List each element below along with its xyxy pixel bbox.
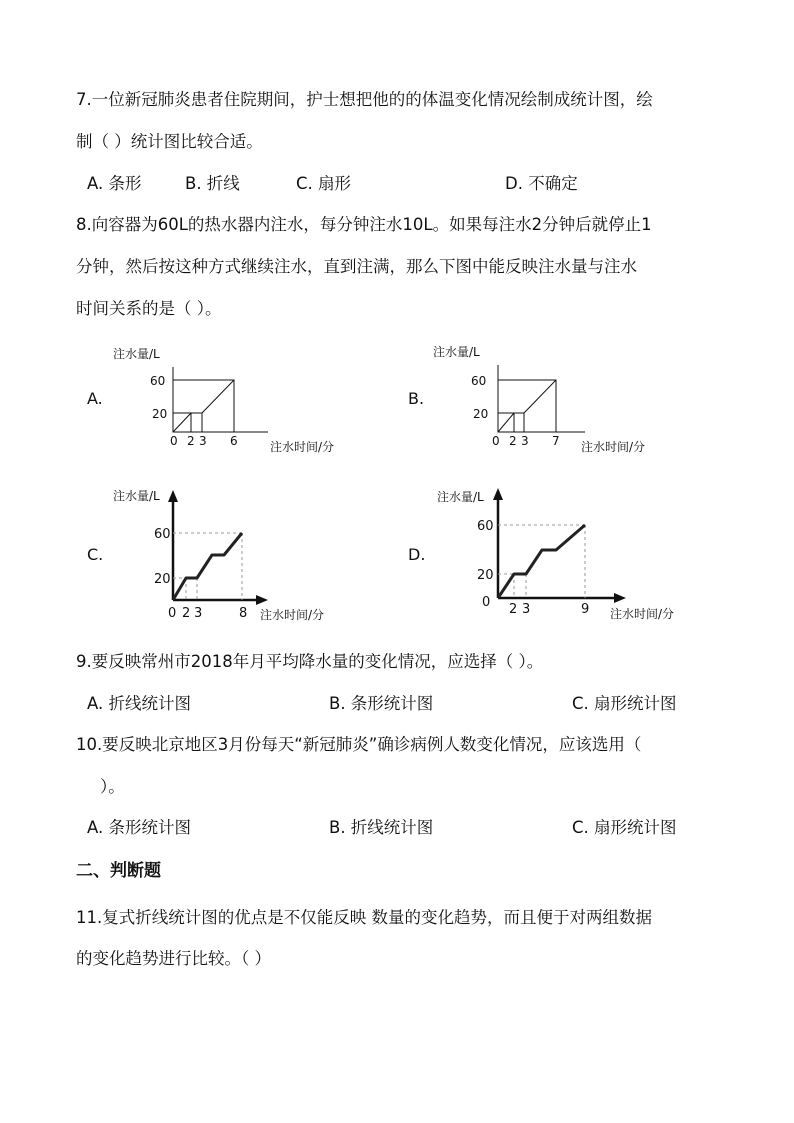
graph-a-xtick-end: 6	[230, 434, 238, 448]
graph-d-xtick-2: 2	[509, 602, 518, 617]
q7-option-b: B. 折线	[185, 174, 240, 193]
graph-d-water-line	[498, 525, 585, 598]
q7-line-1: 7.一位新冠肺炎患者住院期间，护士想把他的的体温变化情况绘制成统计图，绘	[76, 90, 653, 109]
graph-c-ytick-60: 60	[154, 527, 171, 542]
graph-a-xtick-2: 2	[187, 434, 195, 448]
graph-a-ylabel: 注水量/L	[113, 347, 160, 361]
q10-option-b: B. 折线统计图	[329, 818, 434, 837]
graph-d-x-arrow	[614, 593, 626, 603]
graph-a-xtick-3: 3	[199, 434, 207, 448]
graph-c-label: C.	[87, 545, 104, 564]
graph-a-line-2	[202, 380, 234, 413]
graph-c-x-arrow	[256, 595, 268, 605]
graph-c-xtick-end: 8	[239, 606, 248, 621]
graph-b-ytick-20: 20	[473, 407, 489, 421]
q10-option-c: C. 扇形统计图	[572, 818, 677, 837]
graph-c-xtick-2: 2	[182, 606, 191, 621]
graph-d-xtick-0: 0	[482, 595, 491, 610]
graph-a	[100, 335, 360, 465]
graph-c-water-line	[173, 533, 242, 600]
graph-c-xlabel: 注水时间/分	[260, 608, 325, 622]
q11-line-2: 的变化趋势进行比较。（ ）	[76, 949, 271, 968]
graph-c-ytick-20: 20	[154, 572, 171, 587]
graph-d-ytick-60: 60	[477, 519, 494, 534]
graph-d-label: D.	[408, 545, 426, 564]
graph-a-xlabel: 注水时间/分	[270, 440, 335, 454]
graph-c-xtick-3: 3	[194, 606, 203, 621]
q8-line-1: 8.向容器为60L的热水器内注水，每分钟注水10L。如果每注水2分钟后就停止1	[76, 215, 652, 234]
q10-line-2: ）。	[100, 777, 125, 796]
graph-b	[420, 335, 680, 465]
graph-b-xlabel: 注水时间/分	[581, 440, 646, 454]
graph-b-line-2	[524, 380, 556, 413]
q7-option-d: D. 不确定	[505, 174, 578, 193]
q8-line-2: 分钟，然后按这种方式继续注水，直到注满，那么下图中能反映注水量与注水	[76, 257, 637, 276]
graph-a-line-1	[173, 413, 191, 432]
graph-b-ytick-60: 60	[471, 374, 487, 388]
graph-c-xtick-0: 0	[168, 606, 177, 621]
q9-option-c: C. 扇形统计图	[572, 694, 677, 713]
graph-c-ylabel: 注水量/L	[113, 489, 160, 503]
graph-a-xtick-0: 0	[170, 434, 178, 448]
graph-c	[100, 480, 370, 630]
graph-d	[420, 480, 690, 630]
graph-a-ytick-20: 20	[152, 407, 168, 421]
q9-line-1: 9.要反映常州市2018年月平均降水量的变化情况，应选择（ ）。	[76, 652, 544, 671]
graph-d-xtick-end: 9	[581, 602, 590, 617]
q7-option-a: A. 条形	[87, 174, 142, 193]
graph-d-xtick-3: 3	[522, 602, 531, 617]
graph-b-xtick-end: 7	[552, 434, 560, 448]
q10-line-1: 10.要反映北京地区3月份每天“新冠肺炎”确诊病例人数变化情况，应该选用（	[76, 735, 642, 754]
q10-option-a: A. 条形统计图	[87, 818, 191, 837]
graph-a-frame	[173, 380, 234, 432]
q9-option-a: A. 折线统计图	[87, 694, 191, 713]
graph-b-ylabel: 注水量/L	[433, 345, 480, 359]
q7-line-2: 制（ ）统计图比较合适。	[76, 132, 263, 151]
q7-option-c: C. 扇形	[296, 174, 352, 193]
graph-d-ytick-20: 20	[477, 568, 494, 583]
graph-b-label: B.	[408, 389, 425, 408]
q9-option-b: B. 条形统计图	[329, 694, 434, 713]
graph-b-xtick-2: 2	[509, 434, 517, 448]
graph-d-ylabel: 注水量/L	[437, 490, 484, 504]
q11-line-1: 11.复式折线统计图的优点是不仅能反映 数量的变化趋势，而且便于对两组数据	[76, 908, 652, 927]
q8-line-3: 时间关系的是（ ）。	[76, 299, 222, 318]
graph-a-label: A.	[87, 389, 103, 408]
graph-a-ytick-60: 60	[150, 374, 166, 388]
graph-d-xlabel: 注水时间/分	[610, 607, 675, 621]
graph-c-y-arrow	[168, 490, 178, 502]
graph-b-xtick-0: 0	[492, 434, 500, 448]
section-heading-judgement: 二、判断题	[76, 861, 161, 881]
graph-b-frame	[498, 380, 556, 432]
graph-b-line-1	[498, 413, 514, 432]
graph-b-xtick-3: 3	[521, 434, 529, 448]
graph-d-y-arrow	[493, 488, 503, 500]
